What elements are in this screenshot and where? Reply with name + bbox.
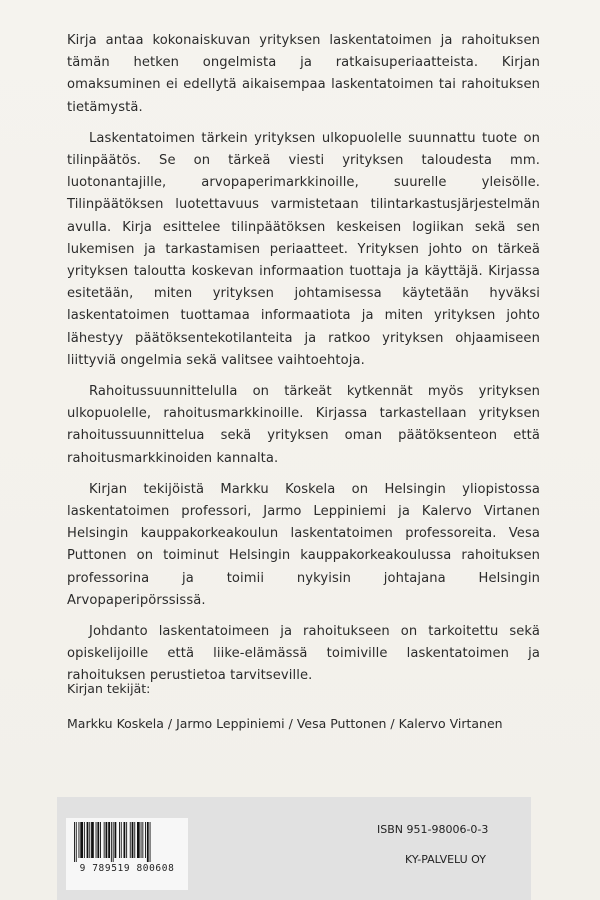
barcode-bar xyxy=(108,822,110,858)
barcode-bar xyxy=(134,822,135,858)
barcode-bar xyxy=(147,822,149,862)
barcode-bar xyxy=(79,822,80,858)
barcode-bar xyxy=(100,822,101,858)
barcode-bar xyxy=(111,822,112,862)
barcode-number: 9 789519 800608 xyxy=(79,863,175,874)
barcode-bar xyxy=(145,822,146,858)
authors-label: Kirjan tekijät: xyxy=(67,681,151,696)
blurb-paragraph-3: Rahoitussuunnittelulla on tärkeät kytkennät myös yrityksen ulkopuolelle, rahoitusmarkkinoille. Kirjassa tarkastellaan yrityksen rahoitussuunnittelua sekä yrityksen oman päätöksenteon että rahoitusmarkkinoiden kannalta. xyxy=(67,384,540,466)
barcode-icon xyxy=(74,822,180,862)
blurb-text xyxy=(67,30,540,697)
barcode-bar xyxy=(126,822,127,858)
barcode-bar xyxy=(113,822,114,862)
barcode-bar xyxy=(142,822,143,858)
barcode-bar xyxy=(115,822,117,858)
isbn-number: ISBN 951-98006-0-3 xyxy=(377,823,489,836)
barcode-bar xyxy=(106,822,108,858)
blurb-paragraph-4: Kirjan tekijöistä Markku Koskela on Helsingin yliopistossa laskentatoimen professori, Jarmo Leppiniemi ja Kalervo Virtanen Helsingin kauppakorkeakoulun laskentatoimen professoreita. Vesa Puttonen on toiminut Helsingin kauppakorkeakoulussa rahoituksen professorina ja toimii nykyisin johtajana Helsingin Arvopaperipörssissä. xyxy=(67,481,540,608)
authors-names: Markku Koskela / Jarmo Leppiniemi / Vesa Puttonen / Kalervo Virtanen xyxy=(67,716,503,731)
barcode-bar xyxy=(141,822,142,858)
barcode-bar xyxy=(150,822,151,862)
blurb-paragraph-5: Johdanto laskentatoimeen ja rahoitukseen on tarkoitettu sekä opiskelijoille että liike-elämässä toimiville laskentatoimen ja rahoituksen perustietoa tarvitseville. xyxy=(67,624,540,684)
barcode-bar xyxy=(119,822,120,858)
barcode-bar xyxy=(96,822,97,858)
blurb-paragraph-1: Kirja antaa kokonaiskuvan yrityksen laskentatoimen ja rahoituksen tämän hetken ongelmista ja ratkaisuperiaatteista. Kirjan omaksuminen ei edellytä aikaisempaa laskentatoimen tai rahoituksen tietämystä. xyxy=(67,33,540,115)
blurb-paragraph-2: Laskentatoimen tärkein yrityksen ulkopuolelle suunnattu tuote on tilinpäätös. Se on tärkeä viesti yrityksen taloudesta mm. luotonantajille, arvopaperimarkkinoille, suurelle yleisölle. Tilinpäätöksen luotettavuus varmistetaan tilintarkastusjärjestelmän avulla. Kirja esittelee tilinpäätöksen keskeisen logiikan sekä sen lukemisen ja tarkastamisen periaatteet. Yrityksen johto on tärkeä yrityksen taloutta koskevan informaation tuottaja ja käyttäjä. Kirjassa esitetään, miten yrityksen johtamisessa käytetään hyväksi laskentatoimen tuottamaa informaatiota ja miten yrityksen johto lähestyy päätöksentekotilanteita ja ratkoo yrityksen ohjaamiseen liittyviä ongelmia sekä valitsee vaihtoehtoja. xyxy=(67,130,540,368)
barcode-bar xyxy=(87,822,89,858)
barcode-bar xyxy=(104,822,105,858)
barcode-bar xyxy=(132,822,134,858)
publisher-name: KY-PALVELU OY xyxy=(405,853,486,866)
barcode-bar xyxy=(89,822,90,858)
barcode-bar xyxy=(74,822,75,862)
barcode-bar xyxy=(91,822,94,858)
barcode-bar xyxy=(124,822,126,858)
barcode-bar xyxy=(130,822,131,858)
barcode-bar xyxy=(80,822,83,858)
barcode-bar xyxy=(84,822,85,858)
barcode-bar xyxy=(97,822,99,858)
barcode-bar xyxy=(76,822,77,862)
barcode-bar xyxy=(137,822,140,858)
barcode-bar xyxy=(121,822,122,858)
